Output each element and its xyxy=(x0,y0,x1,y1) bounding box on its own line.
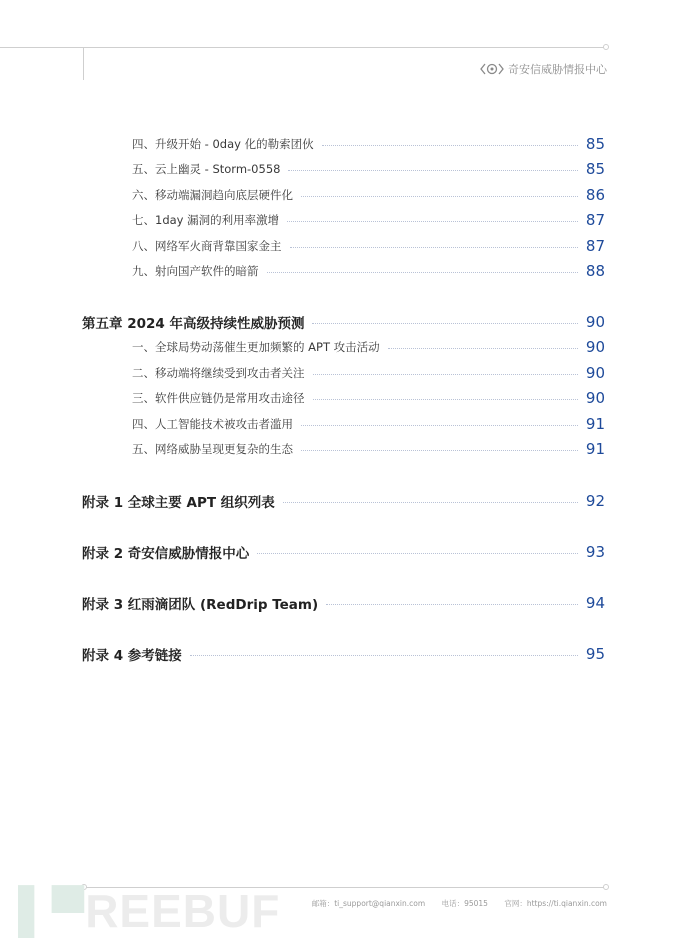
toc-entry-title: 四、人工智能技术被攻击者滥用 xyxy=(132,417,293,431)
dot-leader xyxy=(322,145,578,146)
toc-appendix-entry[interactable] xyxy=(0,644,605,664)
toc-entry-title: 附录 3 红雨滴团队 (RedDrip Team) xyxy=(82,597,319,613)
toc-page-number: 85 xyxy=(585,135,605,153)
toc-entry-title: 二、移动端将继续受到攻击者关注 xyxy=(132,366,305,380)
qianxin-logo-icon xyxy=(479,62,505,76)
footer-website[interactable]: 官网：https://ti.qianxin.com xyxy=(504,899,607,908)
header-rule-end xyxy=(603,44,609,50)
toc-section-entry[interactable] xyxy=(0,236,605,256)
toc-entry-title: 七、1day 漏洞的利用率激增 xyxy=(132,213,280,227)
toc-entry-title: 附录 4 参考链接 xyxy=(82,648,182,664)
dot-leader xyxy=(313,399,578,400)
toc-section-entry[interactable] xyxy=(0,210,605,230)
dot-leader xyxy=(267,272,578,273)
toc-section-entry[interactable] xyxy=(0,185,605,205)
toc-entry-title: 一、全球局势动荡催生更加频繁的 APT 攻击活动 xyxy=(132,340,380,354)
toc-section-entry[interactable] xyxy=(0,159,605,179)
toc-section-entry[interactable] xyxy=(0,261,605,281)
dot-leader xyxy=(313,374,578,375)
toc-section-entry[interactable] xyxy=(0,414,605,434)
toc-section-entry[interactable] xyxy=(0,388,605,408)
toc-entry-title: 四、升级开始 - 0day 化的勒索团伙 xyxy=(132,137,314,151)
toc-page-number: 90 xyxy=(585,313,605,331)
toc-entry-title: 附录 1 全球主要 APT 组织列表 xyxy=(82,495,275,511)
toc-entry-title: 附录 2 奇安信威胁情报中心 xyxy=(82,546,250,562)
toc-page-number: 88 xyxy=(585,262,605,280)
toc-page-number: 90 xyxy=(585,389,605,407)
header-rule xyxy=(0,47,605,48)
toc-section-entry[interactable] xyxy=(0,439,605,459)
dot-leader xyxy=(288,170,577,171)
toc-section-entry[interactable] xyxy=(0,363,605,383)
footer-email: 邮箱：ti_support@qianxin.com xyxy=(311,899,426,908)
toc-page-number: 92 xyxy=(585,492,605,510)
dot-leader xyxy=(301,196,578,197)
toc-section-entry[interactable] xyxy=(0,337,605,357)
footer-phone: 电话：95015 xyxy=(441,899,488,908)
toc-page-number: 86 xyxy=(585,186,605,204)
toc-entry-title: 三、软件供应链仍是常用攻击途径 xyxy=(132,391,305,405)
dot-leader xyxy=(283,502,578,503)
toc-entry-title: 八、网络军火商背靠国家金主 xyxy=(132,239,282,253)
footer-contact xyxy=(298,898,607,909)
dot-leader xyxy=(326,604,578,605)
toc-entry-title: 第五章 2024 年高级持续性威胁预测 xyxy=(82,316,305,332)
dot-leader xyxy=(301,450,578,451)
toc-entry-title: 五、云上幽灵 - Storm-0558 xyxy=(132,162,281,176)
dot-leader xyxy=(287,221,578,222)
dot-leader xyxy=(257,553,578,554)
toc-page-number: 85 xyxy=(585,160,605,178)
toc-page-number: 93 xyxy=(585,543,605,561)
freebuf-watermark: ▌▀REEBUF xyxy=(18,885,281,937)
toc-page-number: 91 xyxy=(585,440,605,458)
dot-leader xyxy=(388,348,578,349)
header-vertical-rule xyxy=(83,47,84,80)
toc-page-number: 95 xyxy=(585,645,605,663)
toc-appendix-entry[interactable] xyxy=(0,542,605,562)
dot-leader xyxy=(301,425,578,426)
toc-entry-title: 五、网络威胁呈现更复杂的生态 xyxy=(132,442,293,456)
toc-appendix-entry[interactable] xyxy=(0,593,605,613)
brand-logo xyxy=(479,61,607,77)
toc-entry-title: 九、射向国产软件的暗箭 xyxy=(132,264,259,278)
dot-leader xyxy=(312,323,577,324)
toc-page-number: 90 xyxy=(585,338,605,356)
toc-chapter-entry[interactable] xyxy=(0,312,605,332)
toc-appendix-entry[interactable] xyxy=(0,491,605,511)
toc-page-number: 90 xyxy=(585,364,605,382)
toc-page-number: 87 xyxy=(585,211,605,229)
toc-section-entry[interactable] xyxy=(0,134,605,154)
toc-page-number: 87 xyxy=(585,237,605,255)
dot-leader xyxy=(190,655,578,656)
toc-page-number: 91 xyxy=(585,415,605,433)
dot-leader xyxy=(290,247,578,248)
toc-entry-title: 六、移动端漏洞趋向底层硬件化 xyxy=(132,188,293,202)
brand-name: 奇安信威胁情报中心 xyxy=(508,63,607,76)
toc-page-number: 94 xyxy=(585,594,605,612)
footer-rule-end xyxy=(603,884,609,890)
